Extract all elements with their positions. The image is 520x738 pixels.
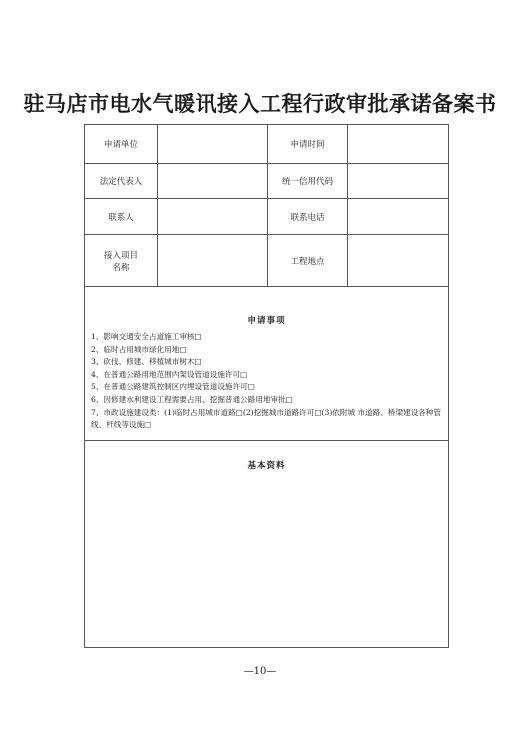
- field-label-contact-person: 联系人: [85, 199, 158, 235]
- field-value-project-name[interactable]: [158, 235, 268, 287]
- field-value-application-date[interactable]: [348, 125, 449, 164]
- field-label-project-location: 工程地点: [268, 235, 348, 287]
- basic-info-heading: 基本资料: [247, 461, 286, 471]
- application-item-1[interactable]: 1、影响交通安全占道施工审核□: [91, 332, 202, 341]
- field-value-legal-representative[interactable]: [158, 164, 268, 199]
- field-label-legal-representative: 法定代表人: [85, 164, 158, 199]
- form-row: [85, 235, 449, 287]
- application-items-row: [85, 287, 449, 441]
- field-value-credit-code[interactable]: [348, 164, 449, 199]
- field-value-project-location[interactable]: [348, 235, 449, 287]
- form-row: [85, 199, 449, 235]
- field-label-contact-phone: 联系电话: [268, 199, 348, 235]
- field-label-project-name-line1: 接入项目: [103, 250, 138, 261]
- application-items-section: [85, 287, 449, 441]
- field-label-project-name-line2: 名称: [112, 262, 130, 273]
- application-form: [84, 124, 449, 648]
- application-item-7[interactable]: 7、市政设施建设类：(1)临时占用城市道路□(2)挖掘城市道路许可□(3)依附城 市道路、桥梁建设各种管线、杆线等设施□: [91, 407, 442, 430]
- field-label-credit-code: 统一信用代码: [268, 164, 348, 199]
- field-value-contact-person[interactable]: [158, 199, 268, 235]
- basic-info-row: [85, 441, 449, 648]
- field-value-contact-phone[interactable]: [348, 199, 449, 235]
- field-label-project-name: [85, 235, 158, 287]
- field-value-applicant-unit[interactable]: [158, 125, 268, 164]
- application-item-2[interactable]: 2、临时占用城市绿化用地□: [91, 344, 187, 354]
- basic-info-section[interactable]: [85, 441, 449, 648]
- field-label-applicant-unit: 申请单位: [85, 125, 158, 164]
- form-row: [85, 125, 449, 164]
- page-number: —10—: [243, 666, 277, 677]
- application-item-3[interactable]: 3、砍伐、修建、移植城市树木□: [91, 357, 202, 367]
- application-item-4[interactable]: 4、在普通公路用地范围内架设管道设施许可□: [91, 369, 248, 379]
- field-label-application-date: 申请时间: [268, 125, 348, 164]
- form-row: [85, 164, 449, 199]
- application-item-5[interactable]: 5、在普通公路建筑控制区内埋设管道设施许可□: [91, 382, 255, 392]
- document-title: 驻马店市电水气暖讯接入工程行政审批承诺备案书: [23, 91, 497, 116]
- application-item-6[interactable]: 6、因修建水利建设工程需要占用、挖掘普通公路用地审批□: [91, 394, 293, 404]
- application-items-heading: 申请事项: [247, 316, 286, 326]
